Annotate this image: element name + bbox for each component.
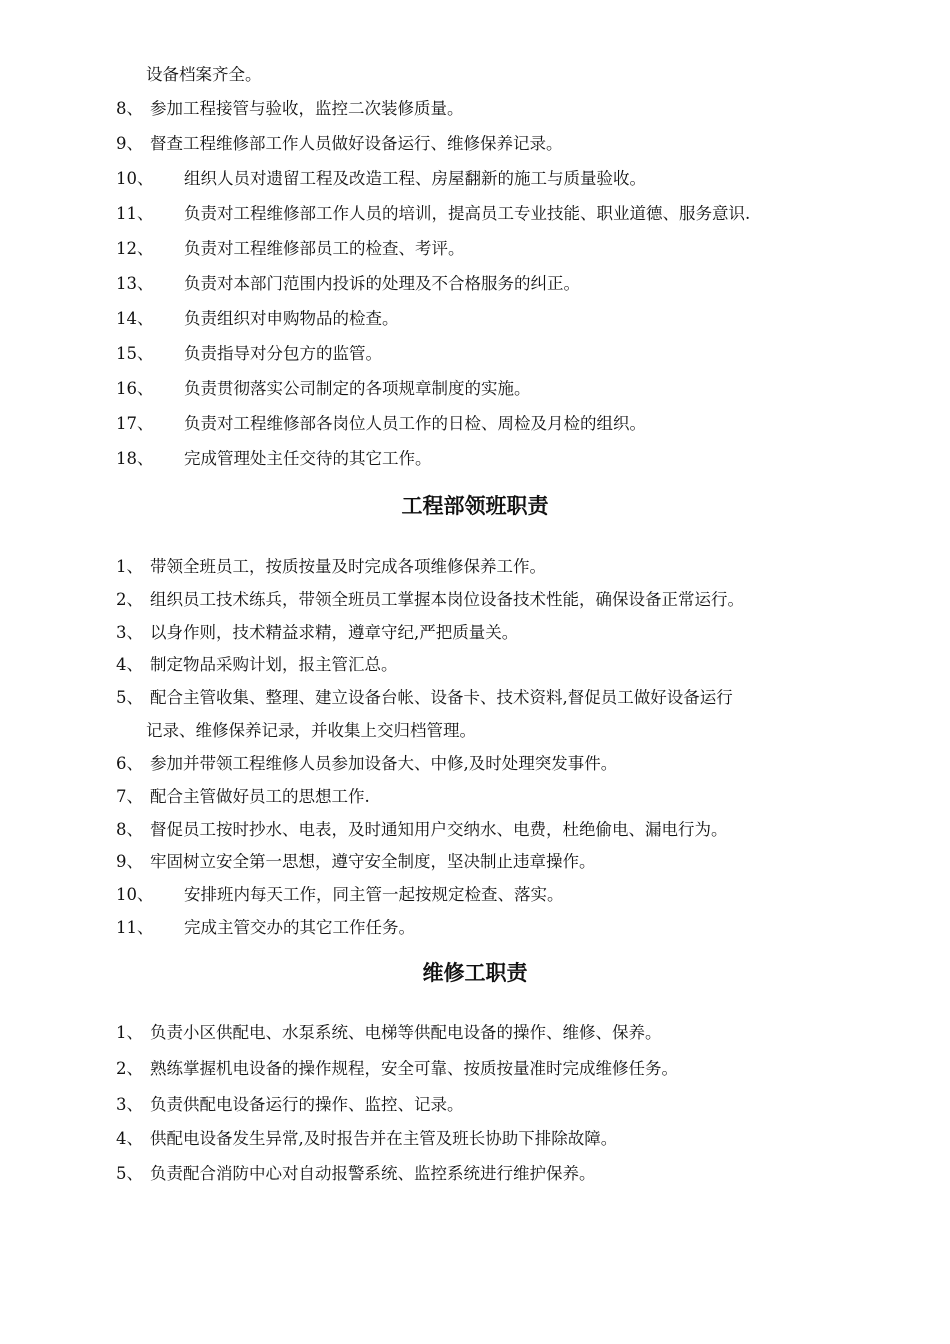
list-item-number: 10、 <box>116 169 154 188</box>
list-item-text: 配合主管收集、整理、建立设备台帐、设备卡、技术资料,督促员工做好设备运行 <box>150 688 733 707</box>
list-item-number: 9、 <box>116 134 143 153</box>
continuation-text: 设备档案齐全。 <box>146 65 262 84</box>
list-item-text: 负责对工程维修部各岗位人员工作的日检、周检及月检的组织。 <box>184 414 646 433</box>
list-item-text: 以身作则，技术精益求精，遵章守纪,严把质量关。 <box>150 623 519 642</box>
list-item-number: 2、 <box>116 590 143 609</box>
list-item-number: 9、 <box>116 852 143 871</box>
list-item-number: 3、 <box>116 1095 143 1114</box>
list-item-number: 5、 <box>116 688 143 707</box>
list-item-text: 安排班内每天工作，同主管一起按规定检查、落实。 <box>184 885 564 904</box>
list-item-text: 熟练掌握机电设备的操作规程，安全可靠、按质按量准时完成维修任务。 <box>150 1059 678 1078</box>
list-item-text: 负责对工程维修部员工的检查、考评。 <box>184 239 465 258</box>
list-item-number: 11、 <box>116 918 154 937</box>
list-item-text: 完成主管交办的其它工作任务。 <box>184 918 415 937</box>
list-item-number: 7、 <box>116 787 143 806</box>
list-item-number: 13、 <box>116 274 154 293</box>
list-item-number: 4、 <box>116 1129 143 1148</box>
list-item-text: 组织人员对遗留工程及改造工程、房屋翻新的施工与质量验收。 <box>184 169 646 188</box>
list-item-text: 参加工程接管与验收，监控二次装修质量。 <box>150 99 464 118</box>
list-item-number: 14、 <box>116 309 154 328</box>
list-item-text: 参加并带领工程维修人员参加设备大、中修,及时处理突发事件。 <box>150 754 618 773</box>
section-title: 工程部领班职责 <box>401 493 549 518</box>
list-item-text: 负责供配电设备运行的操作、监控、记录。 <box>150 1095 464 1114</box>
list-item-number: 18、 <box>116 449 154 468</box>
list-item-number: 11、 <box>116 204 154 223</box>
list-item-text: 配合主管做好员工的思想工作. <box>150 787 370 806</box>
list-item-number: 3、 <box>116 623 143 642</box>
list-item-number: 4、 <box>116 655 143 674</box>
list-item-text: 制定物品采购计划，报主管汇总。 <box>150 655 398 674</box>
list-item-number: 8、 <box>116 820 143 839</box>
list-item-text: 供配电设备发生异常,及时报告并在主管及班长协助下排除故障。 <box>150 1129 618 1148</box>
list-item-number: 17、 <box>116 414 154 433</box>
list-item-number: 1、 <box>116 1023 143 1042</box>
list-item-text: 督查工程维修部工作人员做好设备运行、维修保养记录。 <box>150 134 563 153</box>
list-item-text: 督促员工按时抄水、电表，及时通知用户交纳水、电费，杜绝偷电、漏电行为。 <box>150 820 728 839</box>
list-item-number: 6、 <box>116 754 143 773</box>
list-item-number: 1、 <box>116 557 143 576</box>
list-item-text: 组织员工技术练兵，带领全班员工掌握本岗位设备技术性能，确保设备正常运行。 <box>150 590 744 609</box>
list-item-number: 10、 <box>116 885 154 904</box>
list-item-text: 完成管理处主任交待的其它工作。 <box>184 449 432 468</box>
list-item-number: 5、 <box>116 1164 143 1183</box>
list-item-number: 8、 <box>116 99 143 118</box>
list-item-text: 负责小区供配电、水泵系统、电梯等供配电设备的操作、维修、保养。 <box>150 1023 662 1042</box>
section-title: 维修工职责 <box>422 960 528 985</box>
list-item-number: 15、 <box>116 344 154 363</box>
list-item-text: 负责配合消防中心对自动报警系统、监控系统进行维护保养。 <box>150 1164 596 1183</box>
list-item-number: 12、 <box>116 239 154 258</box>
list-item-text: 牢固树立安全第一思想，遵守安全制度，坚决制止违章操作。 <box>150 852 596 871</box>
list-item-text: 负责指导对分包方的监管。 <box>184 344 382 363</box>
list-item-text: 负责对本部门范围内投诉的处理及不合格服务的纠正。 <box>184 274 580 293</box>
list-item-text: 负责贯彻落实公司制定的各项规章制度的实施。 <box>184 379 531 398</box>
list-item-number: 2、 <box>116 1059 143 1078</box>
list-item-text: 负责组织对申购物品的检查。 <box>184 309 399 328</box>
list-item-text: 负责对工程维修部工作人员的培训，提高员工专业技能、职业道德、服务意识. <box>184 204 751 223</box>
list-item-number: 16、 <box>116 379 154 398</box>
list-item-text: 记录、维修保养记录，并收集上交归档管理。 <box>146 721 476 740</box>
list-item-text: 带领全班员工，按质按量及时完成各项维修保养工作。 <box>150 557 546 576</box>
